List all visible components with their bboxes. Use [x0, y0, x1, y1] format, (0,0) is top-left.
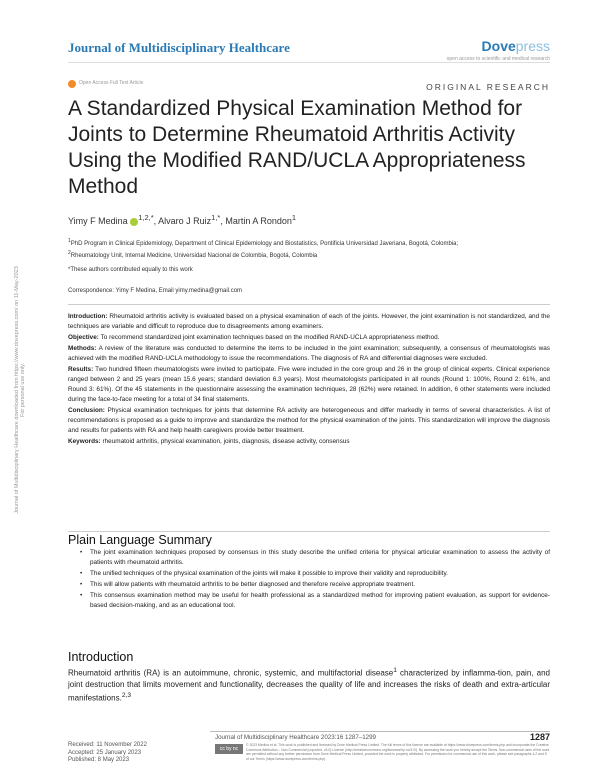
author-2[interactable]: Alvaro J Ruiz: [158, 216, 212, 226]
open-access-icon: [68, 80, 76, 88]
correspondence: Correspondence: Yimy F Medina, Email yimy.medina@gmail.com: [68, 288, 243, 294]
list-item: • The joint examination techniques proposed by consensus in this study describe the unified criteria for physical articular examination to assess the activity of patients with rheumatoid arthritis.: [80, 548, 550, 568]
header-divider: [68, 62, 550, 63]
list-item: • This will allow patients with rheumatoid arthritis to be better diagnosed and therefore receive appropriate treatment.: [80, 580, 550, 590]
abstract: [68, 312, 550, 448]
equal-contribution-note: *These authors contributed equally to this work: [68, 267, 193, 273]
accepted-date: Accepted: 25 January 2023: [68, 749, 142, 756]
journal-citation: Journal of Multidisciplinary Healthcare 2023:16 1287–1299: [215, 734, 376, 741]
article-type: ORIGINAL RESEARCH: [426, 82, 550, 92]
citation-ref-1[interactable]: 1: [393, 667, 397, 674]
orcid-icon[interactable]: [130, 218, 138, 226]
publication-dates: [68, 742, 147, 765]
author-list: Yimy F Medina $^{1,2,*}$, Alvaro J Ruiz$^{1,*}$, Martin A Rondon$^1$: [68, 213, 297, 226]
list-item: • This consensus examination method may be useful for health professional as a standardized method for improving patient evaluation, as support for evidence-based decision-making, and as an educational tool.: [80, 591, 550, 611]
introduction-heading: Introduction: [68, 650, 134, 664]
abstract-objective: Objective: To recommend standardized joint examination techniques based on the modified RAND-UCLA appropriateness method.: [68, 334, 440, 341]
affiliation-1: $^1$PhD Program in Clinical Epidemiology, Department of Clinical Epidemiology and Biostatistics, Pontificia Universidad Javeriana, Bogotá, Colombia;: [68, 238, 459, 247]
sidebar-download-note: Journal of Multidisciplinary Healthcare downloaded from https://www.dovepress.com/ on 11-May-2023: [14, 266, 20, 514]
author-1-affil: 1,2,*: [138, 213, 154, 222]
article-title: A Standardized Physical Examination Method for Joints to Determine Rheumatoid Arthritis Activity Using the Modified RAND/UCLA Appropriateness Method: [68, 97, 526, 198]
download-sidebar: [8, 140, 32, 640]
published-date: Published: 8 May 2023: [68, 757, 130, 763]
author-3[interactable]: Martin A Rondon: [225, 216, 292, 226]
affiliation-2: $^2$Rheumatology Unit, Internal Medicine, Universidad Nacional de Colombia, Bogotá, Colombia: [68, 250, 318, 259]
footer-divider: [210, 731, 550, 732]
plain-language-summary-heading: Plain Language Summary: [68, 533, 212, 547]
abstract-keywords: Keywords: rheumatoid arthritis, physical examination, joints, diagnosis, disease activity, consensus: [68, 438, 350, 445]
cc-license-icon[interactable]: cc by nc: [215, 744, 243, 754]
received-date: Received: 11 November 2022: [68, 742, 147, 748]
abstract-results: Results: Two hundred fifteen rheumatologists were invited to participate. Five were included in the core group and 26 in the group of clinical experts. Clinical experience ranged between 2 and 25 years (mean 15.6 years; standard deviation 6.3 years). Most rheumatologists participated in all rounds (Round 1: 100%, Round 2: 61%, and Round 3: 61%). Of the 45 statements in the questionnaire assessing the examination techniques, 28 (62%) were retained. In addition, 6 other statements were included during the face-to-face meeting for a total of 34 final statements.: [68, 366, 550, 403]
publisher-logo-light: press: [515, 38, 550, 54]
sidebar-personal-use: For personal use only.: [20, 363, 26, 418]
abstract-methods: Methods: A review of the literature was conducted to determine the items to be included in the joint examination; subsequently, a consensus of rheumatologists was achieved with the modified RAND-UCLA methodology to issue the recommendations. The diagnosis of RA and differential diagnoses were excluded.: [68, 345, 550, 362]
abstract-conclusion: Conclusion: Physical examination techniques for joints that determine RA activity are heterogeneous and differ markedly in terms of several characteristics. A list of recommendations is proposed as a guide to improve and standardize the method for the physical examination of the joints. This standardization will improve the diagnosis and results for patients with RA and help health caregivers provide better treatment.: [68, 407, 550, 434]
author-1[interactable]: Yimy F Medina: [68, 216, 128, 226]
author-2-affil: 1,*: [211, 213, 221, 222]
publisher-logo: [482, 38, 550, 54]
citation-ref-2[interactable]: 2,3: [121, 691, 132, 699]
abstract-introduction: Introduction: Rheumatoid arthritis activity is evaluated based on a physical examination of each of the joints. However, the joint examination is not standardized, and the techniques are variable and difficult to reproduce due to disagreements among examiners.: [68, 313, 550, 330]
list-item: • The unified techniques of the physical examination of the joints will make it possible to improve their validity and reproducibility.: [80, 569, 550, 579]
publisher-logo-bold: Dove: [481, 38, 516, 54]
license-text: © 2023 Medina et al. This work is published and licensed by Dove Medical Press Limited. The full terms of this license are available at https://www.dovepress.com/terms.php and incorporate the Creative Commons Attribution – Non Commercial (unported, v3.0) License (http://creativecommons.org/licenses/by-nc/3.0/). By accessing the work you hereby accept the Terms. Non-commercial uses of the work are permitted without any further permission from Dove Medical Press Limited, provided the work is properly attributed. For permission for commercial use of this work, please see paragraphs 4.2 and 5 of our Terms (https://www.dovepress.com/terms.php).: [246, 743, 550, 761]
page-number: 1287: [529, 732, 550, 742]
publisher-tagline: open access to scientific and medical research: [446, 56, 550, 62]
affiliations: [68, 237, 550, 261]
author-3-affil: 1: [291, 213, 297, 222]
open-access-label: Open Access Full Text Article: [79, 80, 144, 86]
introduction-text: Rheumatoid arthritis (RA) is an autoimmune, chronic, systemic, and multifactorial disease$^1$ characterized by inflamma-tion, pain, and joint destruction that limits movement and functionality, decreases the quality of life and increases the risks of death and extra-articular manifestations.$^{2,3}$: [68, 667, 550, 703]
journal-name: Journal of Multidisciplinary Healthcare: [68, 40, 290, 55]
plain-language-summary-list: [80, 548, 550, 612]
